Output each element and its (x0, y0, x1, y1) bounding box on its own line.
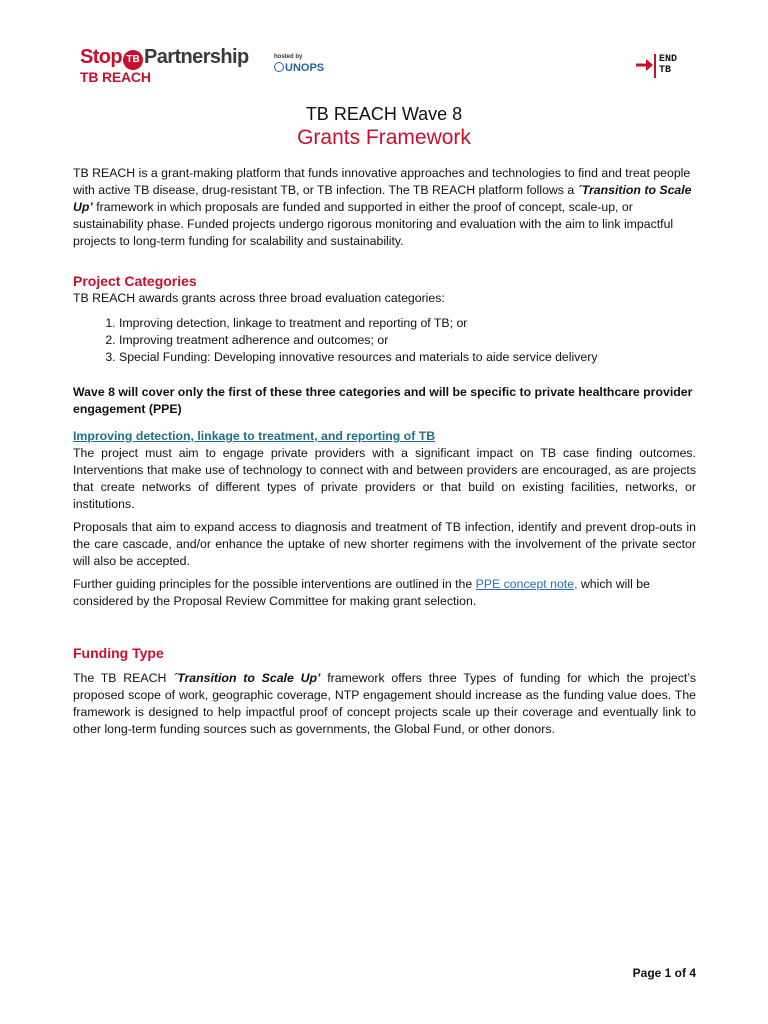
page-number: Page 1 of 4 (632, 966, 696, 980)
detection-subheading-link[interactable]: Improving detection, linkage to treatment, and reporting of TB (73, 429, 436, 443)
hosted-by-label: hosted by (274, 54, 303, 60)
unops-wordmark: UNOPS (285, 62, 325, 74)
stop-tb-partnership-logo (80, 46, 255, 86)
category-list (73, 315, 696, 366)
page-header (0, 0, 768, 100)
list-item: 3. Special Funding: Developing innovative resources and materials to aide service delivery (119, 349, 696, 366)
document-body (73, 165, 696, 738)
detection-paragraph-2: Proposals that aim to expand access to diagnosis and treatment of TB infection, identify and prevent drop-outs in the care cascade, and/or enhance the uptake of new shorter regimens with the involvement of the private sector will also be accepted. (73, 520, 696, 568)
funding-type-heading: Funding Type (73, 645, 164, 661)
detection-paragraph-3: Further guiding principles for the possible interventions are outlined in the PPE concept note, which will be considered by the Proposal Review Committee for making grant selection. (73, 577, 650, 608)
project-categories-lead: TB REACH awards grants across three broad evaluation categories: (73, 291, 445, 305)
detection-paragraph-1: The project must aim to engage private providers with a significant impact on TB case finding outcomes. Interventions that make use of technology to connect with and between providers are encouraged, as are projects that create networks of different types of private providers or that build on existing facilities, networks, or institutions. (73, 446, 696, 511)
funding-paragraph: The TB REACH ´Transition to Scale Up’ framework offers three Types of funding for which the project’s proposed scope of work, geographic coverage, NTP engagement should increase as the funding value does. The framework is designed to help impactful proof of concept projects scale up their coverage and eventually link to other long-term funding sources such as governments, the Global Fund, or other donors. (73, 671, 696, 736)
end-tb-logo (636, 54, 696, 78)
unops-logo (274, 54, 344, 78)
wave-8-note: Wave 8 will cover only the first of these three categories and will be specific to private healthcare provider engagement (PPE) (73, 385, 693, 416)
stop-tb-wordmark: Stop TB Partnership (80, 46, 249, 68)
list-item: 2. Improving treatment adherence and outcomes; or (119, 332, 696, 349)
document-subtitle: Grants Framework (297, 126, 471, 149)
intro-paragraph: TB REACH is a grant-making platform that funds innovative approaches and technologies to find and treat people with active TB disease, drug-resistant TB, or TB infection. The TB REACH platform follows a ´Transition to Scale Up’ framework in which proposals are funded and supported in either the proof of concept, scale-up, or sustainability phase. Funded projects undergo rigorous monitoring and evaluation with the aim to link impactful projects to long-term funding for scalability and sustainability. (73, 166, 692, 248)
arrow-right-icon (636, 58, 654, 72)
un-emblem-icon (274, 62, 284, 72)
end-tb-divider (654, 54, 656, 78)
end-tb-wordmark: END TB (659, 54, 678, 76)
tb-reach-wordmark: TB REACH (80, 69, 151, 85)
ppe-concept-note-link[interactable]: PPE concept note, (475, 577, 578, 591)
list-item: 1. Improving detection, linkage to treatment and reporting of TB; or (119, 315, 696, 332)
document-title: TB REACH Wave 8 (305, 104, 463, 124)
tb-circle-icon: TB (123, 50, 143, 70)
project-categories-heading: Project Categories (73, 273, 197, 289)
